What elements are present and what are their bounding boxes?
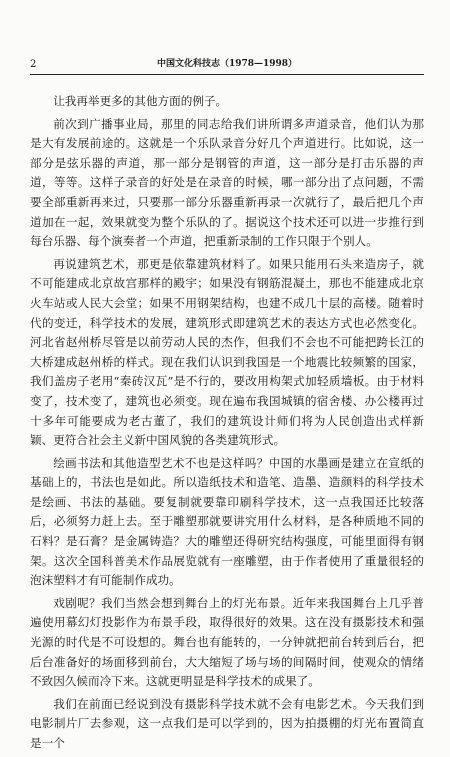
paragraph-intro: 让我再举更多的其他方面的例子。 (53, 94, 228, 108)
paragraph-film: 我们在前面已经说到没有摄影科学技术就不会有电影艺术。今天我们到电影制片厂去参观，这一点我们是可以学到的，因为拍摄棚的灯光布置简直是一个 (30, 696, 424, 750)
paragraph-painting-calligraphy: 绘画书法和其他造型艺术不也是这样吗？中国的水墨画是建立在宣纸的基础上的，书法也是如此。所以造纸技术和造笔、造墨、造颜料的科学技术是绘画、书法的基础。要复制就要靠印刷科学技术，这一点我国还比较落后，必须努力赶上去。至于雕塑那就要讲究用什么材料，是各种质地不同的石料？是石膏？是金属铸造？大的雕塑还得研究结构强度，可能里面得有钢架。这次全国科普美术作品展览就有一座雕塑，由于作者使用了重量很轻的泡沫塑料才有可能制作成功。 (30, 455, 424, 588)
page-number: 2 (30, 59, 37, 70)
page-header (30, 58, 424, 72)
header-divider (30, 74, 424, 75)
running-title: 中国文化科技志（1978—1998） (156, 59, 298, 69)
paragraph-multitrack-recording: 前次到广播事业局，那里的同志给我们讲所谓多声道录音，他们认为那是大有发展前途的。这就是一个乐队录音分好几个声道进行。比如说，这一部分是弦乐器的声道，那一部分是钢管的声道，这一部分是打击乐器的声道，等等。这样子录音的好处是在录音的时候，哪一部分出了点问题，不需要全部重新再来过，只要那一部分乐器重新再录一次就行了，最后把几个声道加在一起，效果就变为整个乐队的了。据说这个技术还可以进一步推行到每台乐器、每个演奏者一个声道，把重新录制的工作只限于个别人。 (30, 116, 424, 249)
paragraph-theater: 戏剧呢？我们当然会想到舞台上的灯光布景。近年来我国舞台上几乎普遍使用幕幻灯投影作为布景手段，取得很好的效果。这在没有摄影技术和强光源的时代是不可设想的。舞台也有能转的，一分钟就把前台转到后台，把后台准备好的场面移到前台，大大缩短了场与场的间隔时间，使观众的情绪不致因久候而冷下来。这就更明显是科学技术的成果了。 (30, 595, 424, 689)
paragraph-architecture: 再说建筑艺术，那更是依靠建筑材料了。如果只能用石头来造房子，就不可能建成北京故宫那样的殿宇；如果没有钢筋混凝土，那也不能建成北京火车站或人民大会堂；如果不用钢架结构，也建不成几十层的高楼。随着时代的变迁，科学技术的发展，建筑形式即建筑艺术的表达方式也必然变化。河北省赵州桥尽管是以前劳动人民的杰作，但我们不会也不可能把跨长江的大桥建成赵州桥的样式。现在我们认识到我国是一个地震比较频繁的国家，我们盖房子老用“秦砖汉瓦”是不行的，要改用构架式加轻质墙板。由于材料变了，技术变了，建筑也必须变。现在遍布我国城镇的宿舍楼、办公楼再过十多年可能要成为老古董了，我们的建筑设计师们将为人民创造出式样新颖、更符合社会主义新中国风貌的各类建筑形式。 (30, 256, 424, 448)
